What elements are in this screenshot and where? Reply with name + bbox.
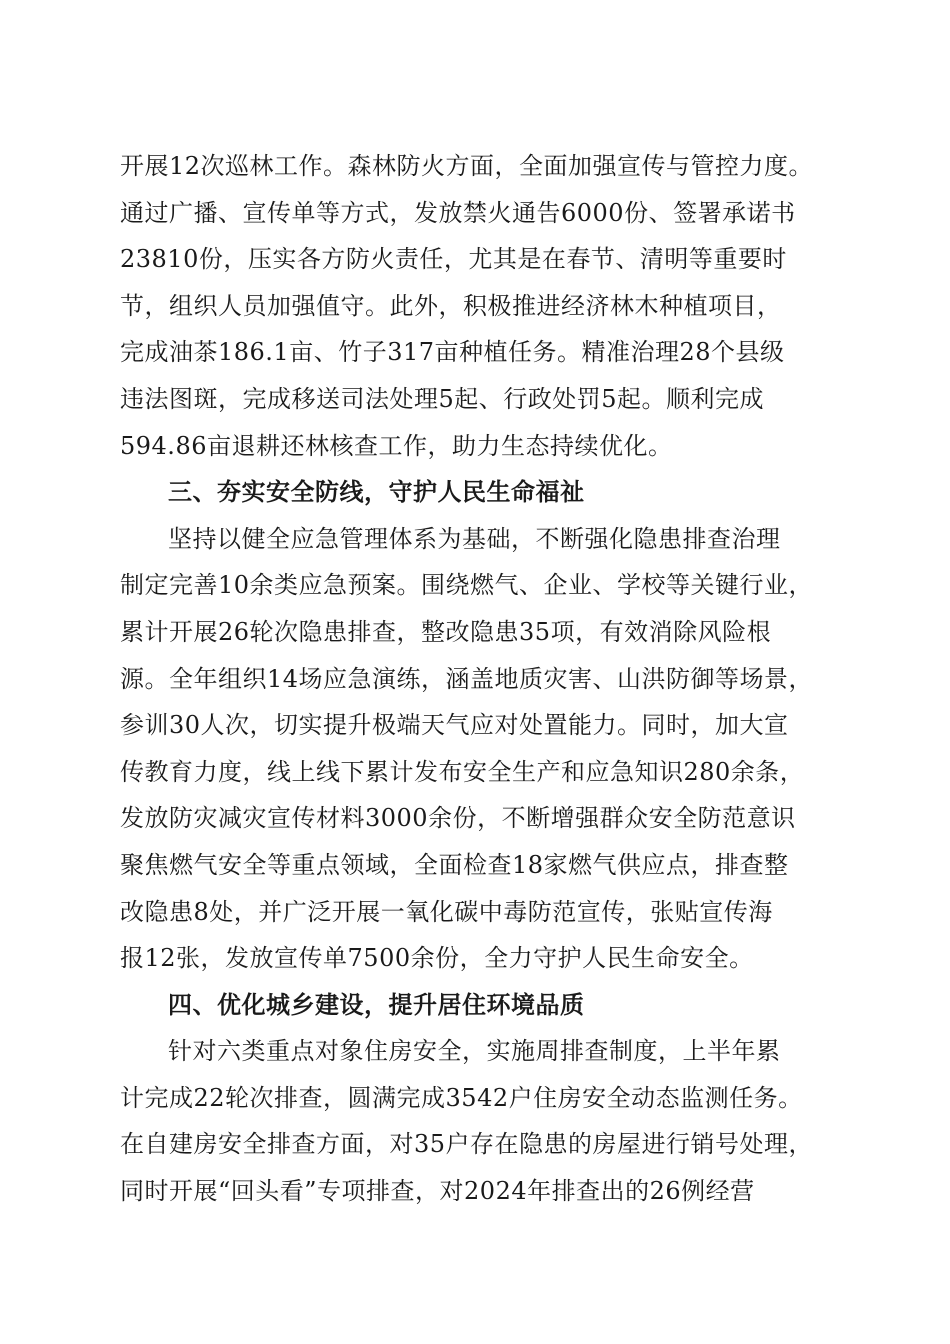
paragraph-line: 在自建房安全排查方面，对35户存在隐患的房屋进行销号处理， <box>120 1130 814 1159</box>
paragraph-line: 完成油茶186.1亩、竹子317亩种植任务。精准治理28个县级 <box>120 338 785 367</box>
paragraph-line: 违法图斑，完成移送司法处理5起、行政处罚5起。顺利完成 <box>120 384 765 413</box>
paragraph-line: 改隐患8处，并广泛开展一氧化碳中毒防范宣传，张贴宣传海 <box>120 897 773 926</box>
paragraph-line: 594.86亩退耕还林核查工作，助力生态持续优化。 <box>120 431 673 460</box>
paragraph-line: 制定完善10余类应急预案。围绕燃气、企业、学校等关键行业， <box>120 571 814 600</box>
paragraph-line: 传教育力度，线上线下累计发布安全生产和应急知识280余条， <box>120 757 805 786</box>
paragraph-line: 针对六类重点对象住房安全，实施周排查制度，上半年累 <box>168 1037 781 1066</box>
paragraph-line: 坚持以健全应急管理体系为基础，不断强化隐患排查治理 <box>168 524 781 553</box>
paragraph-line: 节，组织人员加强值守。此外，积极推进经济林木种植项目， <box>120 291 782 320</box>
paragraph-line: 开展12次巡林工作。森林防火方面，全面加强宣传与管控力度。 <box>120 152 814 180</box>
document-body <box>120 143 840 1215</box>
paragraph-line: 累计开展26轮次隐患排查，整改隐患35项，有效消除风险根 <box>120 617 772 646</box>
paragraph-line: 源。全年组织14场应急演练，涵盖地质灾害、山洪防御等场景， <box>120 664 814 693</box>
section-heading: 四、优化城乡建设，提升居住环境品质 <box>168 990 585 1019</box>
paragraph-line: 23810份，压实各方防火责任，尤其是在春节、清明等重要时 <box>120 245 787 274</box>
paragraph-line: 参训30人次，切实提升极端天气应对处置能力。同时，加大宣 <box>120 711 789 740</box>
paragraph-line: 报12张，发放宣传单7500余份，全力守护人民生命安全。 <box>120 944 754 973</box>
paragraph-line: 通过广播、宣传单等方式，发放禁火通告6000份、签署承诺书 <box>120 198 796 227</box>
paragraph-line: 计完成22轮次排查，圆满完成3542户住房安全动态监测任务。 <box>120 1083 803 1112</box>
section-heading: 三、夯实安全防线，守护人民生命福祉 <box>168 478 585 507</box>
paragraph-line: 聚焦燃气安全等重点领域，全面检查18家燃气供应点，排查整 <box>120 850 789 879</box>
paragraph-line: 发放防灾减灾宣传材料3000余份，不断增强群众安全防范意识 <box>120 804 796 833</box>
paragraph-line: 同时开展“回头看”专项排查，对2024年排查出的26例经营 <box>120 1177 755 1206</box>
